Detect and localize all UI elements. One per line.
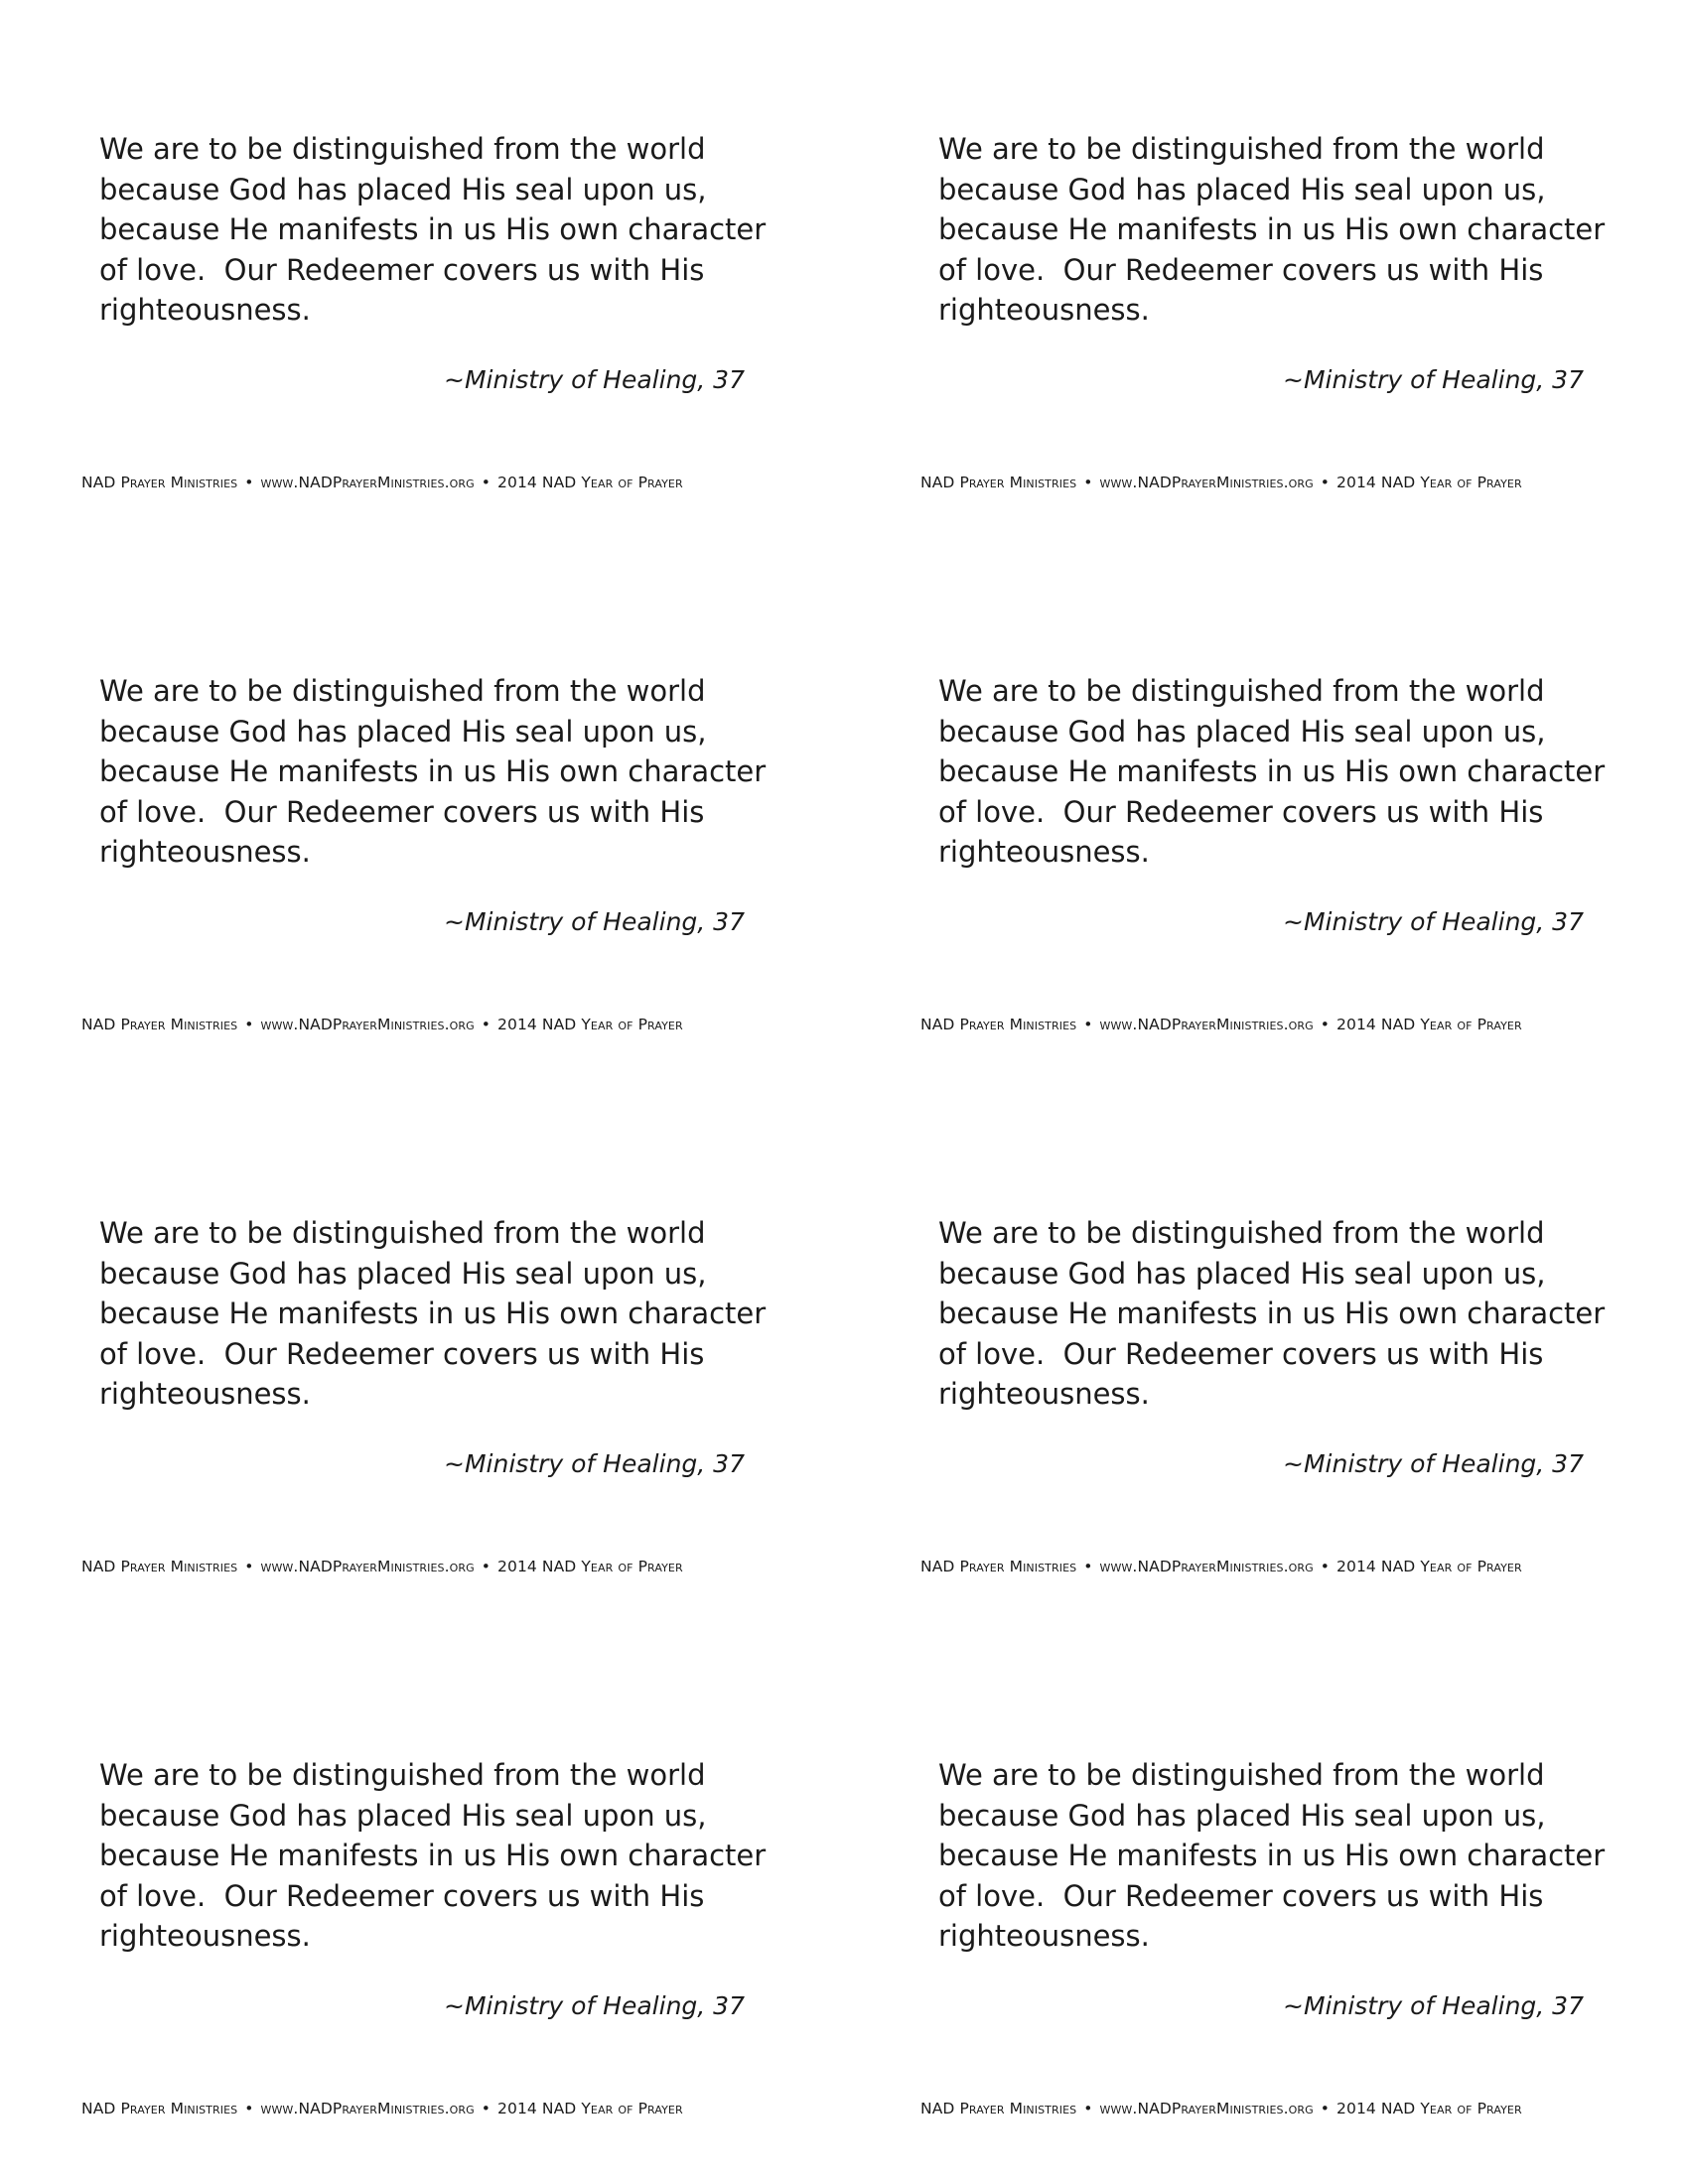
quote-line: We are to be distinguished from the world	[938, 1216, 1545, 1250]
quote-line: We are to be distinguished from the world	[99, 1758, 706, 1792]
quote-line: righteousness.	[99, 293, 311, 327]
quote-line: righteousness.	[938, 293, 1150, 327]
quote-citation: ~Ministry of Healing, 37	[1283, 1449, 1584, 1478]
quote-line: because God has placed His seal upon us,	[99, 714, 707, 749]
quote-card	[839, 1084, 1606, 1620]
card-footer	[920, 473, 1635, 492]
quote-line: because He manifests in us His own character	[99, 1839, 767, 1872]
quote-line: righteousness.	[99, 1919, 311, 1953]
quote-line: because He manifests in us His own character	[938, 754, 1606, 788]
footer-separator: •	[244, 1016, 254, 1033]
footer-org: NAD Prayer Ministries	[920, 1558, 1077, 1575]
card-footer	[920, 2099, 1635, 2118]
footer-org: NAD Prayer Ministries	[920, 1016, 1077, 1033]
quote-line: because God has placed His seal upon us,	[938, 1256, 1546, 1291]
footer-url: www.NADPrayerMinistries.org	[260, 474, 475, 491]
footer-separator: •	[1083, 1558, 1093, 1575]
footer-org: NAD Prayer Ministries	[81, 2100, 238, 2117]
quote-line: because God has placed His seal upon us,	[99, 1798, 707, 1833]
footer-separator: •	[1083, 2100, 1093, 2117]
footer-org: NAD Prayer Ministries	[81, 1558, 238, 1575]
quote-card	[839, 0, 1606, 536]
quote-line: because He manifests in us His own character	[938, 212, 1606, 246]
footer-year: 2014 NAD Year of Prayer	[497, 1016, 683, 1033]
quote-card	[839, 1626, 1606, 2162]
quote-line: because He manifests in us His own character	[99, 1297, 767, 1330]
footer-separator: •	[244, 2100, 254, 2117]
quote-card	[0, 0, 767, 536]
card-footer	[920, 1557, 1635, 1576]
quote-line: because God has placed His seal upon us,	[938, 172, 1546, 206]
quote-citation: ~Ministry of Healing, 37	[1283, 907, 1584, 936]
quote-text	[99, 671, 767, 873]
footer-url: www.NADPrayerMinistries.org	[260, 1016, 475, 1033]
footer-separator: •	[1083, 474, 1093, 491]
quote-line: We are to be distinguished from the world	[99, 1216, 706, 1250]
quote-line: because He manifests in us His own character	[938, 1297, 1606, 1330]
footer-separator: •	[1320, 1558, 1331, 1575]
footer-year: 2014 NAD Year of Prayer	[497, 474, 683, 491]
footer-separator: •	[244, 474, 254, 491]
footer-year: 2014 NAD Year of Prayer	[497, 1558, 683, 1575]
footer-org: NAD Prayer Ministries	[81, 1016, 238, 1033]
card-footer	[81, 1557, 796, 1576]
footer-separator: •	[1083, 1016, 1093, 1033]
footer-url: www.NADPrayerMinistries.org	[1099, 1016, 1314, 1033]
footer-url: www.NADPrayerMinistries.org	[1099, 474, 1314, 491]
quote-line: of love. Our Redeemer covers us with His	[938, 1878, 1544, 1913]
quote-card	[0, 1084, 767, 1620]
footer-url: www.NADPrayerMinistries.org	[1099, 1558, 1314, 1575]
quote-citation: ~Ministry of Healing, 37	[444, 1991, 745, 2020]
quote-citation: ~Ministry of Healing, 37	[444, 365, 745, 394]
footer-year: 2014 NAD Year of Prayer	[1336, 2100, 1522, 2117]
quote-citation: ~Ministry of Healing, 37	[1283, 365, 1584, 394]
quote-line: of love. Our Redeemer covers us with His	[938, 252, 1544, 287]
footer-year: 2014 NAD Year of Prayer	[1336, 1016, 1522, 1033]
quote-text	[938, 671, 1606, 873]
footer-separator: •	[1320, 2100, 1331, 2117]
footer-separator: •	[481, 474, 492, 491]
footer-year: 2014 NAD Year of Prayer	[1336, 474, 1522, 491]
quote-citation: ~Ministry of Healing, 37	[1283, 1991, 1584, 2020]
quote-text	[99, 1213, 767, 1415]
card-footer	[81, 1015, 796, 1034]
quote-text	[938, 129, 1606, 331]
quote-line: because He manifests in us His own character	[99, 754, 767, 788]
footer-separator: •	[481, 2100, 492, 2117]
card-footer	[81, 473, 796, 492]
footer-url: www.NADPrayerMinistries.org	[260, 1558, 475, 1575]
quote-line: righteousness.	[99, 1377, 311, 1411]
quote-line: We are to be distinguished from the world	[99, 132, 706, 166]
quote-line: because God has placed His seal upon us,	[938, 714, 1546, 749]
quote-line: of love. Our Redeemer covers us with His	[99, 794, 705, 829]
quote-line: righteousness.	[938, 1377, 1150, 1411]
footer-url: www.NADPrayerMinistries.org	[260, 2100, 475, 2117]
card-footer	[81, 2099, 796, 2118]
footer-separator: •	[481, 1558, 492, 1575]
quote-line: of love. Our Redeemer covers us with His	[99, 1336, 705, 1371]
footer-org: NAD Prayer Ministries	[81, 474, 238, 491]
quote-line: because He manifests in us His own character	[99, 212, 767, 246]
quote-line: because God has placed His seal upon us,	[99, 172, 707, 206]
card-footer	[920, 1015, 1635, 1034]
quote-line: righteousness.	[938, 1919, 1150, 1953]
footer-separator: •	[1320, 1016, 1331, 1033]
quote-line: of love. Our Redeemer covers us with His	[938, 794, 1544, 829]
quote-line: righteousness.	[938, 835, 1150, 869]
quote-line: righteousness.	[99, 835, 311, 869]
footer-url: www.NADPrayerMinistries.org	[1099, 2100, 1314, 2117]
footer-separator: •	[1320, 474, 1331, 491]
quote-line: because God has placed His seal upon us,	[99, 1256, 707, 1291]
quote-text	[99, 1755, 767, 1957]
quote-line: of love. Our Redeemer covers us with His	[938, 1336, 1544, 1371]
quote-line: We are to be distinguished from the world	[938, 132, 1545, 166]
quote-line: of love. Our Redeemer covers us with His	[99, 252, 705, 287]
footer-separator: •	[244, 1558, 254, 1575]
quote-citation: ~Ministry of Healing, 37	[444, 1449, 745, 1478]
quote-line: We are to be distinguished from the world	[938, 674, 1545, 708]
footer-org: NAD Prayer Ministries	[920, 2100, 1077, 2117]
quote-line: We are to be distinguished from the world	[99, 674, 706, 708]
footer-separator: •	[481, 1016, 492, 1033]
quote-line: because God has placed His seal upon us,	[938, 1798, 1546, 1833]
quote-card	[0, 542, 767, 1078]
quote-line: of love. Our Redeemer covers us with His	[99, 1878, 705, 1913]
quote-card	[0, 1626, 767, 2162]
quote-text	[938, 1213, 1606, 1415]
footer-year: 2014 NAD Year of Prayer	[1336, 1558, 1522, 1575]
quote-text	[938, 1755, 1606, 1957]
quote-citation: ~Ministry of Healing, 37	[444, 907, 745, 936]
quote-line: We are to be distinguished from the world	[938, 1758, 1545, 1792]
quote-text	[99, 129, 767, 331]
footer-year: 2014 NAD Year of Prayer	[497, 2100, 683, 2117]
quote-line: because He manifests in us His own character	[938, 1839, 1606, 1872]
footer-org: NAD Prayer Ministries	[920, 474, 1077, 491]
quote-card	[839, 542, 1606, 1078]
